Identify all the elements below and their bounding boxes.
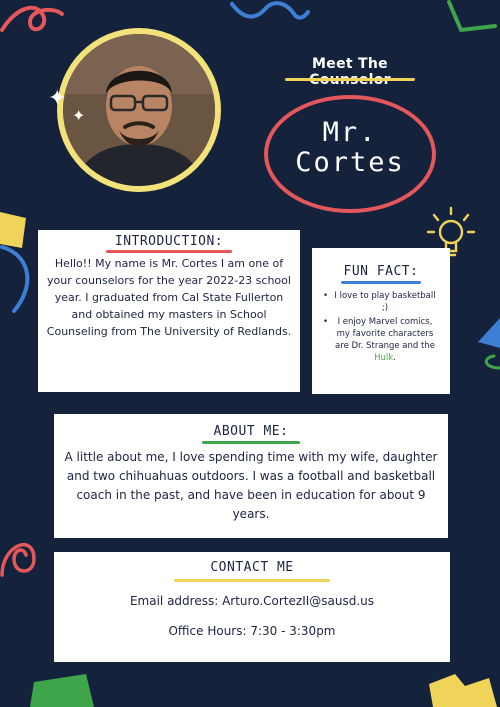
about-me-heading-underline: [202, 441, 300, 444]
about-me-heading: ABOUT ME:: [213, 424, 289, 439]
meet-the-counselor-label: Meet The: [312, 56, 388, 72]
sparkle-small-icon: ✦: [72, 106, 86, 125]
sparkle-icon: ✦: [48, 86, 67, 111]
about-me-text: A little about me, I love spending time with my wife, daughter and two chihuahuas outdoors. I was a football and basketball coach in the past, and have been in education for about 9 years.: [64, 450, 438, 521]
fun-fact-item: • I enjoy Marvel comics, my favorite characters are Dr. Strange and the Hulk.: [332, 316, 438, 364]
fun-fact-card: [312, 248, 450, 394]
introduction-heading-underline: [106, 250, 232, 253]
counselor-name: Mr. Cortes: [295, 117, 405, 178]
counselor-photo: [63, 34, 215, 186]
meet-label-underline: [285, 78, 415, 81]
top-left-scribble-decoration: [0, 0, 70, 48]
introduction-heading: INTRODUCTION:: [114, 234, 224, 249]
contact-office-hours: Office Hours: 7:30 - 3:30pm: [168, 624, 336, 638]
contact-heading-underline: [174, 579, 330, 582]
hulk-highlight: Hulk: [374, 353, 394, 363]
bottom-green-block-decoration: [28, 672, 98, 707]
about-me-card: [54, 414, 448, 538]
right-blue-block-decoration: [472, 318, 500, 370]
left-blue-curve-decoration: [0, 245, 40, 315]
top-right-green-shape-decoration: [445, 0, 500, 40]
bottom-right-yellow-block-decoration: [425, 670, 500, 707]
introduction-text: Hello!! My name is Mr. Cortes I am one of your counselors for the year 2022-23 school year. I graduated from Cal State Fullerton and obtained my masters in School Counseling from The University of Redlands.: [46, 257, 292, 338]
fun-fact-list: [318, 290, 444, 364]
portrait-illustration: [63, 34, 215, 186]
contact-heading: CONTACT ME: [210, 560, 294, 575]
top-blue-squiggle-decoration: [230, 0, 310, 22]
fun-fact-item: • I love to play basketball ;): [332, 290, 438, 314]
left-red-swirl-decoration: [0, 515, 40, 585]
introduction-card: [38, 230, 300, 392]
contact-email: Email address: Arturo.CortezII@sausd.us: [129, 594, 375, 608]
contact-card: [54, 552, 450, 662]
fun-fact-heading-underline: [341, 281, 421, 284]
fun-fact-heading: FUN FACT:: [343, 264, 419, 279]
